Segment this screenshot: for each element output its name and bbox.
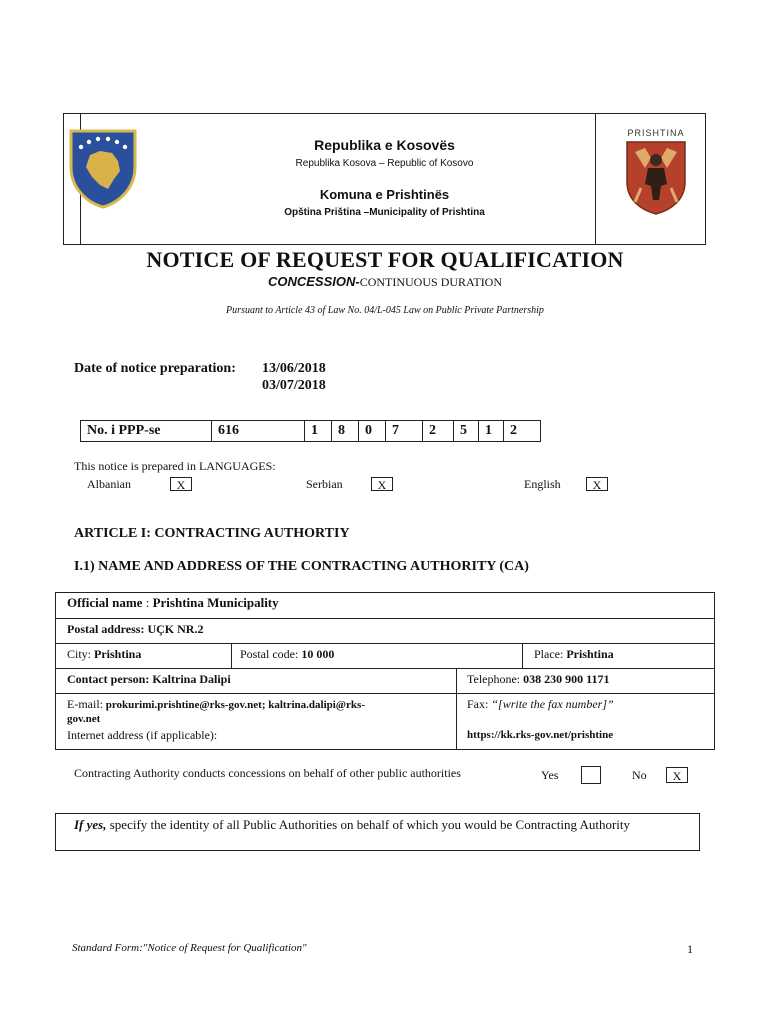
contact-person-label: Contact person: [67, 672, 150, 686]
form-col-divider [522, 643, 523, 668]
kosovo-coat-of-arms-icon [68, 127, 138, 209]
city-label: City: [67, 647, 92, 661]
email-label: E-mail: [67, 697, 103, 711]
fax-label: Fax: [467, 697, 489, 711]
yes-checkbox[interactable] [581, 766, 601, 784]
language-albanian: Albanian [87, 477, 131, 491]
postal-address-field [67, 622, 203, 636]
city-value: Prishtina [94, 647, 142, 661]
if-yes-text: specify the identity of all Public Authorities on behalf of which you would be Contracting Authority [109, 817, 631, 832]
language-english: English [524, 477, 561, 491]
email-value: prokurimi.prishtine@rks-gov.net; kaltrina.dalipi@rks- [105, 699, 365, 711]
page-number: 1 [687, 942, 693, 956]
section-heading: I.1) NAME AND ADDRESS OF THE CONTRACTING AUTHORITY (CA) [74, 559, 529, 574]
language-serbian: Serbian [306, 477, 343, 491]
article-heading: ARTICLE I: CONTRACTING AUTHORTIY [74, 526, 350, 541]
contact-person-value: Kaltrina Dalipi [152, 672, 231, 686]
contact-person-field [67, 672, 231, 686]
form-row-divider [56, 643, 714, 644]
prishtina-emblem-icon [621, 138, 691, 216]
ppp-digit: 2 [423, 421, 454, 442]
no-label: No [632, 768, 647, 782]
telephone-field [467, 672, 609, 686]
form-col-divider [456, 668, 457, 750]
postal-code-value: 10 000 [301, 647, 335, 661]
ppp-digit: 0 [359, 421, 386, 442]
english-checkbox[interactable]: X [586, 477, 608, 491]
telephone-value: 038 230 900 1171 [523, 672, 610, 686]
ppp-digit: 7 [386, 421, 423, 442]
languages-label: This notice is prepared in LANGUAGES: [74, 459, 276, 473]
internet-address-label: Internet address (if applicable): [67, 728, 218, 742]
place-field [534, 647, 614, 661]
ppp-digit: 2 [504, 421, 541, 442]
header-box [63, 113, 706, 245]
official-name-value: Prishtina Municipality [152, 595, 279, 610]
albanian-checkbox[interactable]: X [170, 477, 192, 491]
fax-value: “[write the fax number]” [491, 697, 614, 711]
if-yes-box [55, 813, 700, 851]
behalf-question: Contracting Authority conducts concessions on behalf of other public authorities [74, 766, 461, 780]
contracting-authority-form [55, 592, 715, 750]
place-label: Place: [534, 647, 564, 661]
yes-label: Yes [541, 768, 559, 782]
fax-field [467, 697, 614, 711]
form-row-divider [56, 693, 714, 694]
date-value-2: 03/07/2018 [262, 378, 326, 393]
email-value-continued: gov.net [67, 713, 101, 725]
official-name-field: Official name : Prishtina Municipality [67, 595, 279, 610]
city-field [67, 647, 141, 661]
no-checkbox[interactable]: X [666, 767, 688, 783]
prishtina-logo [621, 128, 691, 216]
ppp-digit: 8 [332, 421, 359, 442]
ppp-code: 616 [212, 421, 305, 442]
postal-address-value: UÇK NR.2 [147, 622, 204, 636]
footer-form-name: Standard Form:"Notice of Request for Qualification" [72, 942, 307, 954]
postal-address-label: Postal address: [67, 622, 145, 636]
pursuant-line: Pursuant to Article 43 of Law No. 04/L-045 Law on Public Private Partnership [226, 305, 544, 316]
if-yes-label: If yes, [74, 817, 107, 832]
subtitle [0, 274, 770, 290]
prishtina-logo-text: PRISHTINA [627, 128, 685, 138]
serbian-checkbox[interactable]: X [371, 477, 393, 491]
header-municipality: Komuna e Prishtinës [319, 187, 450, 202]
date-value-1: 13/06/2018 [262, 361, 326, 376]
form-row-divider [56, 668, 714, 669]
header-republic-sub: Republika Kosova – Republic of Kosovo [295, 158, 474, 169]
official-name-label: Official name [67, 595, 143, 610]
form-row-divider [56, 618, 714, 619]
header-republic: Republika e Kosovës [314, 137, 455, 153]
header-municipality-sub: Opština Priština –Municipality of Prishtina [284, 207, 485, 218]
subtitle-duration: CONTINUOUS DURATION [359, 275, 503, 289]
internet-address-value: https://kk.rks-gov.net/prishtine [467, 729, 614, 741]
ppp-number-table [80, 420, 541, 442]
postal-code-field [240, 647, 334, 661]
telephone-label: Telephone: [467, 672, 521, 686]
ppp-digit: 1 [305, 421, 332, 442]
ppp-digit: 5 [454, 421, 479, 442]
date-label: Date of notice preparation: [74, 361, 236, 376]
ppp-digit: 1 [479, 421, 504, 442]
ppp-label: No. i PPP-se [81, 421, 212, 442]
subtitle-concession: CONCESSION- [267, 274, 360, 289]
form-col-divider [231, 643, 232, 668]
postal-code-label: Postal code: [240, 647, 299, 661]
email-field [67, 697, 447, 726]
place-value: Prishtina [566, 647, 614, 661]
page-title: NOTICE OF REQUEST FOR QUALIFICATION [146, 247, 624, 272]
header-right-divider [595, 114, 596, 244]
